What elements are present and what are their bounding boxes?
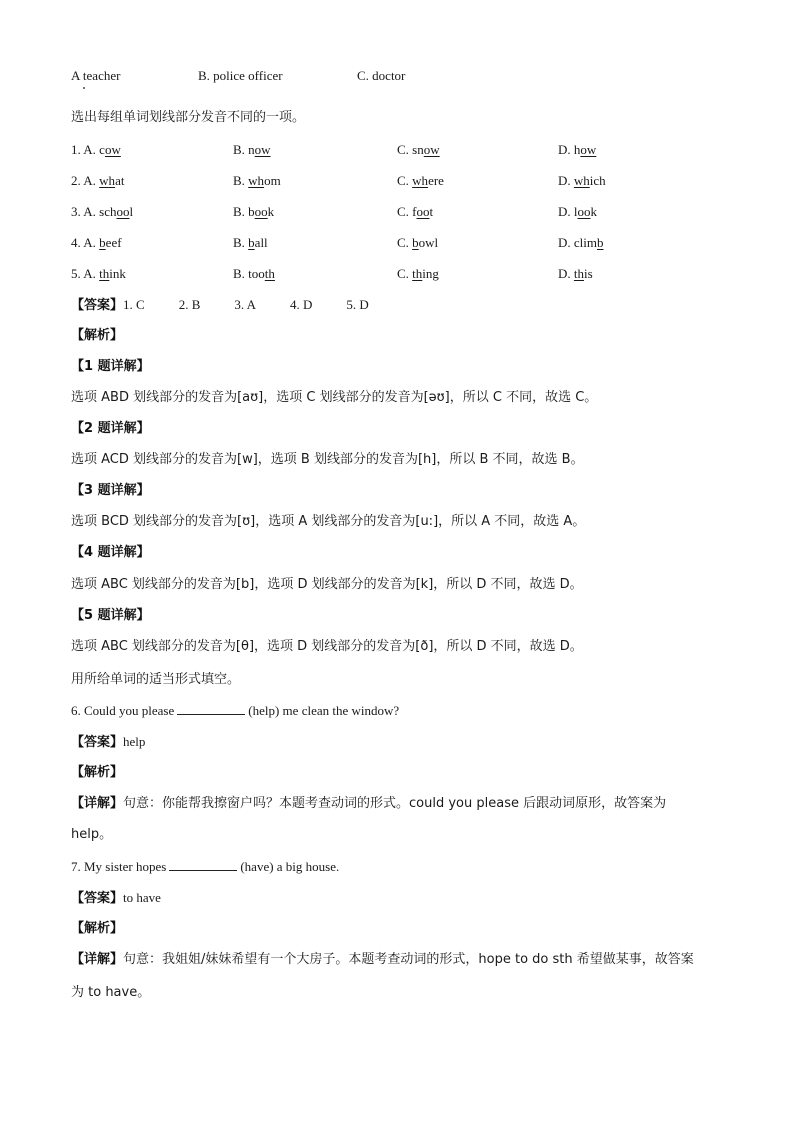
answer-2: 2. B: [178, 297, 201, 312]
detail-1-text: 选项 ABD 划线部分的发音为[aʊ]，选项 C 划线部分的发音为[əʊ]，所以 C 不同，故选 C。: [71, 390, 598, 405]
detail-2-head: 【2 题详解】: [71, 421, 150, 436]
q3-option-b: B. book: [233, 204, 275, 219]
q7-question: 7. My sister hopes (have) a big house.: [71, 859, 340, 874]
q2-option-a: 2. A. what: [71, 173, 125, 188]
q6-answer-line: [71, 734, 145, 751]
q3-option-c: C. foot: [397, 204, 434, 219]
top-option-b: B. police officer: [198, 68, 283, 83]
q1-option-d: D. how: [558, 142, 597, 157]
answer-line-1-5: [71, 297, 403, 314]
q6-answer-tag: 【答案】: [71, 735, 124, 750]
top-option-a: A teacher: [71, 68, 121, 83]
detail-4-head: 【4 题详解】: [71, 545, 150, 560]
q7-detail-line1: 【详解】句意：我姐姐/妹妹希望有一个大房子。本题考查动词的形式，hope to do sth 希望做某事，故答案: [71, 952, 694, 967]
q3-option-d: D. look: [558, 204, 598, 219]
q7-answer: to have: [123, 890, 161, 905]
answer-5: 5. D: [346, 297, 369, 312]
q6-analysis-tag: 【解析】: [71, 765, 124, 780]
q2-option-c: C. where: [397, 173, 444, 188]
q5-option-b: B. tooth: [233, 266, 275, 281]
q6-detail-line1: 【详解】句意：你能帮我擦窗户吗？本题考查动词的形式。could you please 后跟动词原形，故答案为: [71, 796, 667, 811]
q2-option-b: B. whom: [233, 173, 281, 188]
q6-answer: help: [123, 734, 146, 749]
detail-4-text: 选项 ABC 划线部分的发音为[b]，选项 D 划线部分的发音为[k]，所以 D 不同，故选 D。: [71, 577, 583, 592]
q7-blank[interactable]: [169, 859, 237, 871]
detail-2-text: 选项 ACD 划线部分的发音为[w]，选项 B 划线部分的发音为[h]，所以 B 不同，故选 B。: [71, 452, 584, 467]
q5-option-a: 5. A. think: [71, 266, 126, 281]
section1-instruction: 选出每组单词划线部分发音不同的一项。: [71, 110, 306, 125]
q7-answer-tag: 【答案】: [71, 891, 124, 906]
answer-1: 1. C: [123, 297, 145, 312]
q4-option-b: B. ball: [233, 235, 268, 250]
q1-option-c: C. snow: [397, 142, 440, 157]
q7-answer-line: [71, 890, 161, 907]
q2-option-d: D. which: [558, 173, 606, 188]
q7-analysis-tag: 【解析】: [71, 921, 124, 936]
q5-option-d: D. this: [558, 266, 593, 281]
q1-option-b: B. now: [233, 142, 271, 157]
top-option-c: C. doctor: [357, 68, 406, 83]
q4-option-a: 4. A. beef: [71, 235, 122, 250]
answer-tag: 【答案】: [71, 298, 124, 313]
q4-option-c: C. bowl: [397, 235, 439, 250]
analysis-tag: 【解析】: [71, 328, 124, 343]
stray-dot: [83, 87, 85, 89]
detail-5-head: 【5 题详解】: [71, 608, 150, 623]
q5-option-c: C. thing: [397, 266, 439, 281]
section2-instruction: 用所给单词的适当形式填空。: [71, 672, 241, 687]
answer-3: 3. A: [234, 297, 257, 312]
q3-option-a: 3. A. school: [71, 204, 134, 219]
q1-option-a: 1. A. cow: [71, 142, 121, 157]
q6-blank[interactable]: [177, 703, 245, 715]
detail-5-text: 选项 ABC 划线部分的发音为[θ]，选项 D 划线部分的发音为[ð]，所以 D 不同，故选 D。: [71, 639, 583, 654]
detail-3-text: 选项 BCD 划线部分的发音为[ʊ]，选项 A 划线部分的发音为[u:]，所以 A 不同，故选 A。: [71, 514, 586, 529]
q6-question: 6. Could you please (help) me clean the window?: [71, 703, 400, 718]
detail-3-head: 【3 题详解】: [71, 483, 150, 498]
q7-detail-line2: 为 to have。: [71, 985, 151, 1000]
q4-option-d: D. climb: [558, 235, 604, 250]
detail-1-head: 【1 题详解】: [71, 359, 150, 374]
q6-detail-line2: help。: [71, 827, 113, 842]
answer-4: 4. D: [290, 297, 313, 312]
